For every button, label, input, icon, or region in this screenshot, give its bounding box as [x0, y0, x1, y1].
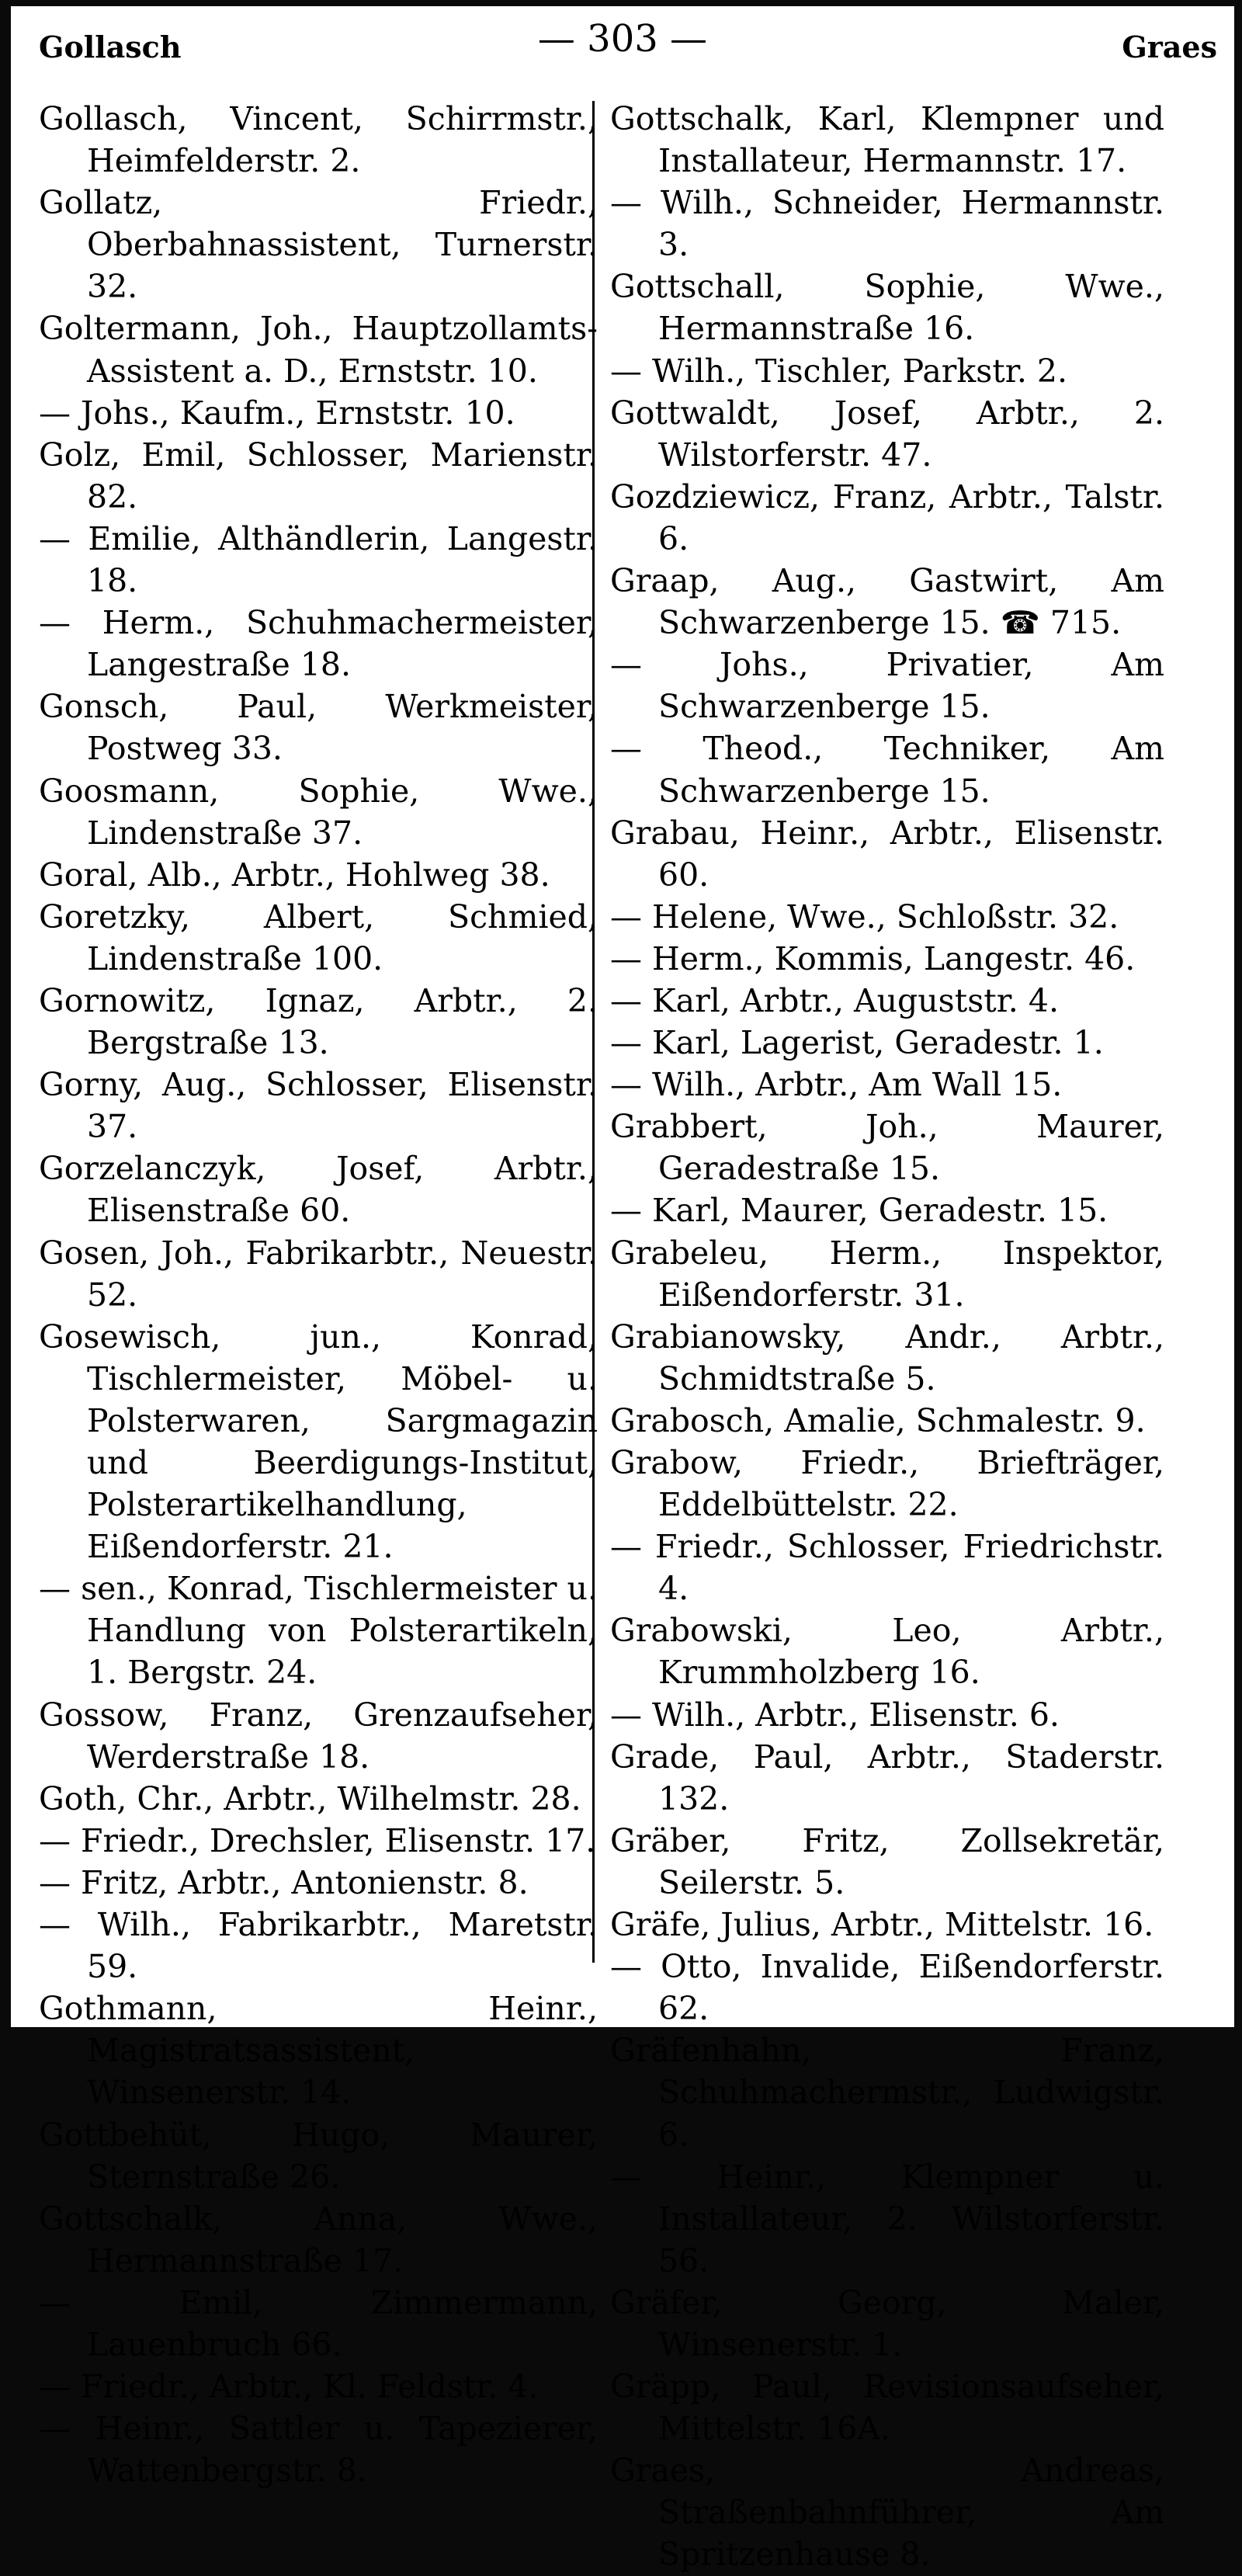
directory-entry: — Fritz, Arbtr., Antonienstr. 8.: [39, 1863, 529, 1901]
page-number: — 303 —: [537, 17, 708, 61]
directory-entry: — Friedr., Drechsler, Elisenstr. 17.: [39, 1821, 596, 1859]
directory-entry: Gosen, Joh., Fabrikarbtr., Neuestr. 52.: [39, 1234, 598, 1314]
directory-entry: Grabowski, Leo, Arbtr., Krummholzberg 16.: [610, 1612, 1164, 1692]
directory-entry: Grabeleu, Herm., Inspektor, Eißendorferstr. 31.: [610, 1234, 1164, 1314]
directory-entry: — Otto, Invalide, Eißendorferstr. 62.: [610, 1948, 1164, 2028]
directory-entry: Grabianowsky, Andr., Arbtr., Schmidtstraße 5.: [610, 1318, 1164, 1397]
directory-entry: — Wilh., Arbtr., Am Wall 15.: [610, 1066, 1063, 1104]
directory-entry: Gottschalk, Karl, Klempner und Installateur, Hermannstr. 17.: [610, 100, 1164, 180]
directory-entry: — Johs., Privatier, Am Schwarzenberge 15.: [610, 646, 1164, 726]
directory-entry: Grabau, Heinr., Arbtr., Elisenstr. 60.: [610, 814, 1164, 894]
directory-entry: — sen., Konrad, Tischlermeister u. Handlung von Polsterartikeln, 1. Bergstr. 24.: [39, 1570, 598, 1692]
directory-entry: Gosewisch, jun., Konrad, Tischlermeister, Möbel- u. Polsterwaren, Sargmagazin und Beerdigungs-Institut, Polsterartikelhandlung, Eißendorferstr. 21.: [39, 1318, 598, 1566]
directory-entry: — Herm., Kommis, Langestr. 46.: [610, 939, 1136, 977]
directory-entry: — Karl, Maurer, Geradestr. 15.: [610, 1192, 1108, 1230]
directory-entry: Gonsch, Paul, Werkmeister, Postweg 33.: [39, 688, 598, 768]
directory-entry: — Emilie, Althändlerin, Langestr. 18.: [39, 519, 598, 600]
header-first-entry: Gollasch: [39, 30, 182, 64]
directory-entry: Gorny, Aug., Schlosser, Elisenstr. 37.: [39, 1066, 598, 1146]
directory-entry: — Wilh., Fabrikarbtr., Maretstr. 59.: [39, 1906, 598, 1986]
directory-entry: Grabosch, Amalie, Schmalestr. 9.: [610, 1401, 1146, 1439]
directory-entry: — Johs., Kaufm., Ernststr. 10.: [39, 394, 515, 432]
directory-entry: Goosmann, Sophie, Wwe., Lindenstraße 37.: [39, 772, 598, 852]
directory-entry: Gozdziewicz, Franz, Arbtr., Talstr. 6.: [610, 477, 1164, 557]
directory-entry: Golz, Emil, Schlosser, Marienstr. 82.: [39, 436, 598, 516]
directory-entry: — Friedr., Schlosser, Friedrichstr. 4.: [610, 1528, 1164, 1608]
directory-entry: Goral, Alb., Arbtr., Hohlweg 38.: [39, 856, 550, 894]
directory-entry: Graap, Aug., Gastwirt, Am Schwarzenberge 15. ☎ 715.: [610, 562, 1164, 642]
left-column: [39, 98, 598, 2491]
directory-entry: — Friedr., Arbtr., Kl. Feldstr. 4.: [39, 2368, 539, 2406]
directory-entry: — Karl, Arbtr., Auguststr. 4.: [610, 981, 1059, 1019]
directory-entry: Gottbehüt, Hugo, Maurer, Sternstraße 26.: [39, 2116, 598, 2196]
directory-entry: Goltermann, Joh., Hauptzollamts-Assistent a. D., Ernststr. 10.: [39, 310, 598, 390]
directory-entry: Gräpp, Paul, Revisionsaufseher, Mittelstr. 16A.: [610, 2368, 1164, 2448]
directory-entry: — Wilh., Schneider, Hermannstr. 3.: [610, 184, 1164, 264]
directory-entry: — Heinr., Klempner u. Installateur, 2. Wilstorferstr. 56.: [610, 2158, 1164, 2279]
directory-entry: Gottschall, Sophie, Wwe., Hermannstraße 16.: [610, 268, 1164, 348]
directory-entry: — Herm., Schuhmachermeister, Langestraße 18.: [39, 604, 598, 684]
directory-entry: Gossow, Franz, Grenzaufseher, Werderstraße 18.: [39, 1696, 598, 1776]
directory-entry: Gräfer, Georg, Maler, Winsenerstr. 1.: [610, 2283, 1164, 2363]
directory-entry: Gräfenhahn, Franz, Schuhmachermstr., Ludwigstr. 6.: [610, 2032, 1164, 2154]
directory-entry: — Wilh., Arbtr., Elisenstr. 6.: [610, 1696, 1060, 1734]
directory-entry: — Theod., Techniker, Am Schwarzenberge 15.: [610, 730, 1164, 810]
right-column: [610, 98, 1164, 2576]
directory-entry: Gottwaldt, Josef, Arbtr., 2. Wilstorferstr. 47.: [610, 394, 1164, 474]
page-header: [11, 6, 1234, 99]
directory-entry: — Emil, Zimmermann, Lauenbruch 66.: [39, 2283, 598, 2363]
directory-entry: Gräber, Fritz, Zollsekretär, Seilerstr. 5.: [610, 1821, 1164, 1901]
directory-entry: Goretzky, Albert, Schmied, Lindenstraße 100.: [39, 897, 598, 977]
directory-entry: — Heinr., Sattler u. Tapezierer, Wattenbergstr. 8.: [39, 2410, 598, 2490]
directory-entry: Gräfe, Julius, Arbtr., Mittelstr. 16.: [610, 1906, 1154, 1944]
directory-entry: Gollatz, Friedr., Oberbahnassistent, Turnerstr. 32.: [39, 184, 598, 306]
directory-entry: Gornowitz, Ignaz, Arbtr., 2. Bergstraße 13.: [39, 981, 598, 1062]
header-last-entry: Graes: [1122, 30, 1217, 64]
directory-entry: — Karl, Lagerist, Geradestr. 1.: [610, 1024, 1104, 1062]
directory-entry: Gollasch, Vincent, Schirrmstr., Heimfelderstr. 2.: [39, 100, 598, 180]
directory-entry: Gorzelanczyk, Josef, Arbtr., Elisenstraße 60.: [39, 1150, 598, 1230]
directory-entry: — Wilh., Tischler, Parkstr. 2.: [610, 352, 1068, 390]
directory-entry: Grabbert, Joh., Maurer, Geradestraße 15.: [610, 1108, 1164, 1188]
directory-entry: Gothmann, Heinr., Magistratsassistent, Winsenerstr. 14.: [39, 1990, 598, 2112]
directory-entry: — Helene, Wwe., Schloßstr. 32.: [610, 897, 1119, 936]
directory-entry: Gottschalk, Anna, Wwe., Hermannstraße 17.: [39, 2199, 598, 2279]
directory-page: [11, 6, 1234, 2574]
directory-entry: Grade, Paul, Arbtr., Staderstr. 132.: [610, 1738, 1164, 1817]
directory-entry: Grabow, Friedr., Briefträger, Eddelbüttelstr. 22.: [610, 1444, 1164, 1524]
directory-entry: Goth, Chr., Arbtr., Wilhelmstr. 28.: [39, 1779, 581, 1817]
directory-entry: Graes, Andreas, Straßenbahnführer, Am Spritzenhause 8.: [610, 2452, 1164, 2574]
